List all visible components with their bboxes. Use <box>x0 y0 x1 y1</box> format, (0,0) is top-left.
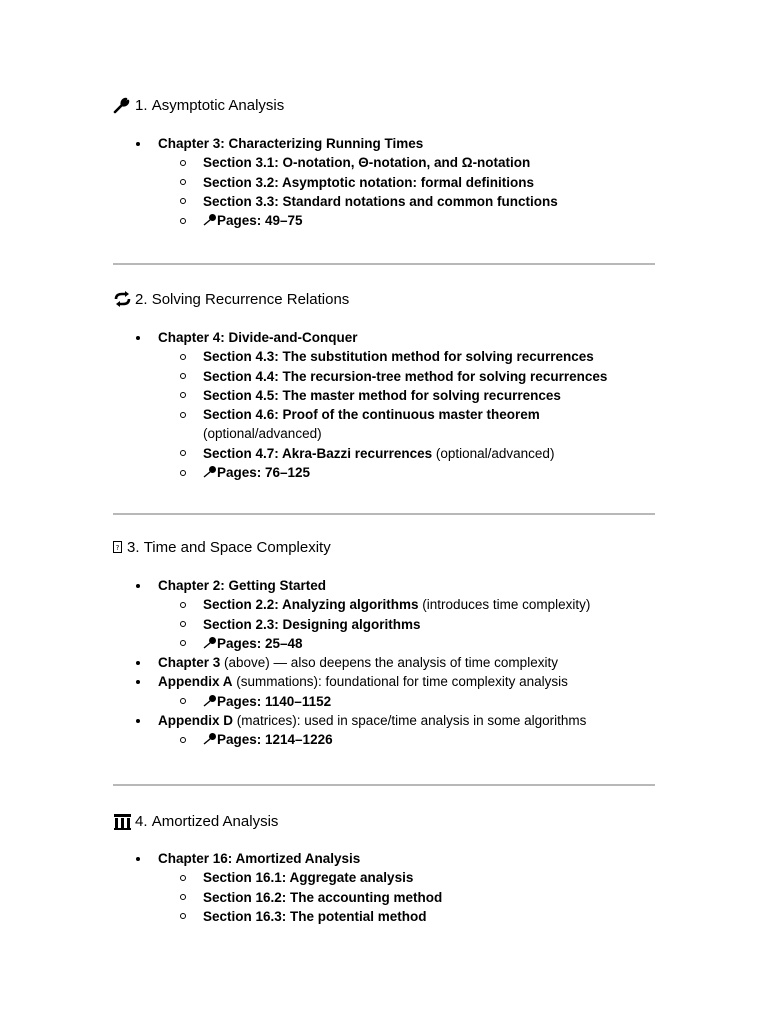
pushpin-icon <box>203 465 217 478</box>
pushpin-icon <box>203 213 217 226</box>
section-heading <box>113 537 655 557</box>
section-title: Amortized Analysis <box>151 812 279 830</box>
wrench-icon <box>113 96 133 114</box>
list-item: Section 4.6: Proof of the continuous master theorem (optional/advanced) <box>158 405 607 444</box>
pages-item: Pages: 76–125 <box>158 463 607 482</box>
list-item: Section 4.3: The substitution method for solving recurrences <box>158 347 607 366</box>
appendix-item: Appendix D (matrices): used in space/time analysis in some algorithms Pages: 1214–1226 <box>113 711 590 750</box>
divider <box>113 513 655 515</box>
section-time-space-complexity <box>113 537 655 748</box>
section-heading <box>113 289 655 309</box>
section-heading <box>113 95 655 115</box>
section-amortized-analysis <box>113 811 655 924</box>
chapter-item: Chapter 3 (above) — also deepens the analysis of time complexity <box>113 653 590 672</box>
section-title: Solving Recurrence Relations <box>151 290 350 308</box>
chapter-item: Chapter 2: Getting Started Section 2.2: Analyzing algorithms (introduces time complexity) Section 2.3: Designing algorithms Pages: 25–48 <box>113 576 590 653</box>
section-asymptotic-analysis <box>113 95 655 229</box>
section-number: 3. <box>127 538 140 556</box>
section-number: 2. <box>135 290 148 308</box>
list-item: Section 16.3: The potential method <box>158 907 442 926</box>
section-number: 1. <box>135 96 148 114</box>
list-item: Section 16.2: The accounting method <box>158 888 442 907</box>
pushpin-icon <box>203 694 217 707</box>
missing-glyph-icon <box>113 538 125 556</box>
list-item: Section 3.2: Asymptotic notation: formal definitions <box>158 173 558 192</box>
section-recurrence-relations <box>113 289 655 481</box>
list-item: Section 4.5: The master method for solving recurrences <box>158 386 607 405</box>
pages-item: Pages: 1140–1152 <box>158 692 590 711</box>
svg-text:?: ? <box>115 544 120 552</box>
chapter-item: Chapter 16: Amortized Analysis Section 16.1: Aggregate analysis Section 16.2: The accounting method Section 16.3: The potential method <box>113 849 442 926</box>
pages-item: Pages: 49–75 <box>158 211 558 230</box>
list-item: Section 4.4: The recursion-tree method for solving recurrences <box>158 367 607 386</box>
pages-item: Pages: 25–48 <box>158 634 590 653</box>
pushpin-icon <box>203 636 217 649</box>
section-title: Asymptotic Analysis <box>151 96 285 114</box>
list-item: Section 2.3: Designing algorithms <box>158 615 590 634</box>
chapter-item: Chapter 4: Divide-and-Conquer Section 4.3: The substitution method for solving recurrences Section 4.4: The recursion-tree method for solving recurrences Section 4.5: The master method for solving recurrences Section 4.6: Proof of the continuous master theorem (optional/advanced) Section 4.7: Akra-Bazzi recurrences (optional/advanced) Pages: 76–125 <box>113 328 607 482</box>
list-item: Section 3.3: Standard notations and common functions <box>158 192 558 211</box>
list-item: Section 4.7: Akra-Bazzi recurrences (optional/advanced) <box>158 444 607 463</box>
divider <box>113 784 655 786</box>
appendix-item: Appendix A (summations): foundational for time complexity analysis Pages: 1140–1152 <box>113 672 590 711</box>
divider <box>113 263 655 265</box>
list-item: Section 2.2: Analyzing algorithms (introduces time complexity) <box>158 595 590 614</box>
section-heading <box>113 811 655 831</box>
bank-icon <box>113 812 133 830</box>
repeat-icon <box>113 290 133 308</box>
pushpin-icon <box>203 732 217 745</box>
chapter-item: Chapter 3: Characterizing Running Times Section 3.1: O-notation, Θ-notation, and Ω-notation Section 3.2: Asymptotic notation: formal definitions Section 3.3: Standard notations and common functions Pages: 49–75 <box>113 134 558 230</box>
section-number: 4. <box>135 812 148 830</box>
pages-item: Pages: 1214–1226 <box>158 730 590 749</box>
list-item: Section 16.1: Aggregate analysis <box>158 868 442 887</box>
list-item: Section 3.1: O-notation, Θ-notation, and Ω-notation <box>158 153 558 172</box>
section-title: Time and Space Complexity <box>143 538 331 556</box>
